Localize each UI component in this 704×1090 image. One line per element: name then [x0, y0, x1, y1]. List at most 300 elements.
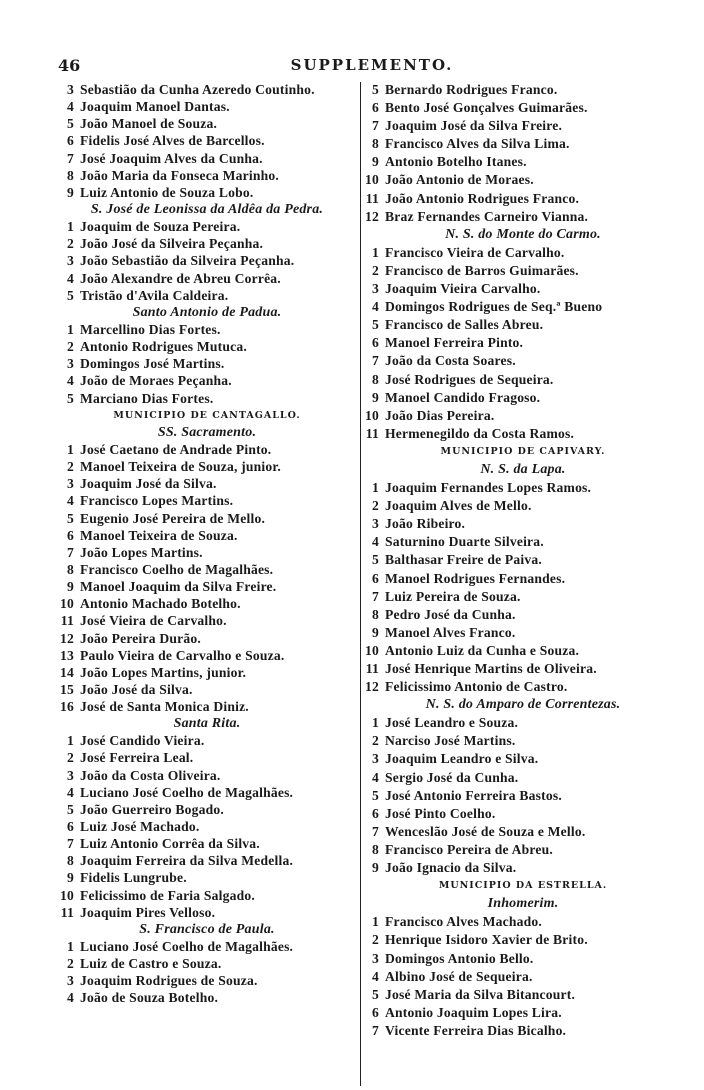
list-entry — [54, 818, 360, 835]
list-entry — [54, 510, 360, 527]
list-entry — [54, 475, 360, 492]
list-entry — [362, 135, 684, 153]
entry-name: Francisco Vieira de Carvalho. — [385, 244, 565, 260]
entry-number: 10 — [60, 887, 74, 903]
entry-number: 1 — [372, 715, 379, 731]
entry-name: João Sebastião da Silveira Peçanha. — [80, 253, 295, 269]
list-entry — [54, 612, 360, 629]
entry-number: 5 — [372, 317, 379, 333]
list-entry — [54, 561, 360, 578]
list-entry — [54, 698, 360, 715]
entry-number: 6 — [67, 819, 74, 835]
entry-number: 7 — [372, 823, 379, 839]
entry-number: 2 — [67, 236, 74, 252]
list-entry — [54, 749, 360, 766]
entry-name: João Antonio de Moraes. — [385, 172, 534, 188]
entry-name: Wenceslão José de Souza e Mello. — [385, 823, 586, 839]
entry-name: José Antonio Ferreira Bastos. — [385, 787, 562, 803]
entry-number: 8 — [372, 841, 379, 857]
entry-number: 2 — [67, 750, 74, 766]
entry-name: João da Costa Soares. — [385, 353, 516, 369]
list-entry — [362, 986, 684, 1004]
entry-name: Braz Fernandes Carneiro Vianna. — [385, 208, 589, 224]
list-entry — [362, 153, 684, 171]
list-entry — [362, 769, 684, 787]
page-title: SUPPLEMENTO. — [290, 56, 454, 74]
list-entry — [54, 184, 360, 201]
parish-heading: Santo Antonio de Padua. — [132, 304, 282, 320]
list-entry — [362, 805, 684, 823]
entry-number: 1 — [67, 733, 74, 749]
entry-number: 3 — [67, 973, 74, 989]
list-entry — [54, 150, 360, 167]
entry-name: Marciano Dias Fortes. — [80, 390, 214, 406]
entry-number: 3 — [67, 476, 74, 492]
entry-number: 8 — [372, 371, 379, 387]
entry-number: 11 — [365, 425, 379, 441]
list-entry — [54, 955, 360, 972]
entry-name: Antonio Rodrigues Mutuca. — [80, 339, 248, 355]
entry-number: 4 — [67, 270, 74, 286]
entry-number: 10 — [365, 172, 379, 188]
entry-number: 12 — [365, 679, 379, 695]
entry-number: 3 — [67, 767, 74, 783]
entry-number: 2 — [67, 339, 74, 355]
entry-number: 15 — [60, 681, 74, 697]
entry-number: 1 — [372, 480, 379, 496]
entry-number: 5 — [67, 390, 74, 406]
entry-number: 4 — [372, 534, 379, 550]
entry-name: Manoel Teixeira de Souza. — [80, 527, 238, 543]
entry-name: João de Souza Botelho. — [80, 990, 219, 1006]
list-entry — [362, 913, 684, 931]
entry-name: Antonio Botelho Itanes. — [385, 154, 527, 170]
list-entry — [54, 287, 360, 304]
entry-number: 6 — [67, 527, 74, 543]
entry-number: 7 — [372, 118, 379, 134]
entry-number: 2 — [67, 956, 74, 972]
entry-name: José Henrique Martins de Oliveira. — [385, 661, 597, 676]
entry-name: João Antonio Rodrigues Franco. — [385, 190, 580, 206]
entry-number: 3 — [67, 82, 74, 97]
list-entry — [362, 714, 684, 732]
entry-number: 11 — [365, 661, 379, 676]
entry-name: João Manoel de Souza. — [80, 116, 218, 132]
list-entry — [54, 321, 360, 338]
column-divider — [360, 82, 361, 1086]
parish-heading: N. S. da Lapa. — [480, 461, 566, 477]
entry-number: 2 — [372, 262, 379, 278]
list-entry — [362, 624, 684, 642]
entry-number: 11 — [60, 613, 74, 629]
entry-number: 5 — [67, 116, 74, 132]
list-entry — [362, 81, 684, 99]
list-entry — [362, 1022, 684, 1040]
page-number: 46 — [58, 56, 81, 75]
entry-number: 6 — [372, 570, 379, 586]
entry-number: 4 — [67, 493, 74, 509]
entry-number: 7 — [67, 544, 74, 560]
entry-number: 4 — [372, 769, 379, 785]
entry-number: 4 — [67, 99, 74, 115]
entry-name: Francisco de Barros Guimarães. — [385, 262, 579, 278]
list-entry — [54, 252, 360, 269]
list-entry — [362, 533, 684, 551]
entry-name: Paulo Vieira de Carvalho e Souza. — [80, 647, 285, 663]
entry-name: Sergio José da Cunha. — [385, 769, 519, 785]
list-entry — [362, 244, 684, 262]
list-entry — [54, 235, 360, 252]
entry-name: Domingos Rodrigues de Seq.ª Bueno — [385, 299, 603, 315]
list-entry — [54, 527, 360, 544]
list-entry — [362, 262, 684, 280]
list-entry — [54, 132, 360, 149]
entry-name: Vicente Ferreira Dias Bicalho. — [385, 1022, 567, 1038]
entry-number: 4 — [67, 990, 74, 1006]
entry-number: 10 — [365, 407, 379, 423]
entry-number: 1 — [67, 441, 74, 457]
entry-number: 3 — [67, 356, 74, 372]
list-entry — [54, 630, 360, 647]
entry-name: Joaquim Ferreira da Silva Medella. — [80, 853, 294, 869]
entry-number: 9 — [372, 389, 379, 405]
entry-name: Narciso José Martins. — [385, 733, 516, 749]
list-entry — [54, 767, 360, 784]
entry-name: Luiz José Machado. — [80, 819, 200, 835]
entry-number: 3 — [372, 751, 379, 767]
entry-number: 12 — [365, 208, 379, 224]
entry-number: 11 — [60, 904, 74, 920]
entry-name: Bernardo Rodrigues Franco. — [385, 82, 558, 97]
list-entry — [54, 492, 360, 509]
entry-number: 11 — [365, 190, 379, 206]
municipality-heading: MUNICIPIO DE CANTAGALLO. — [113, 409, 301, 421]
entry-name: Luciano José Coelho de Magalhães. — [80, 784, 294, 800]
entry-name: Francisco Pereira de Abreu. — [385, 841, 553, 857]
entry-number: 4 — [67, 784, 74, 800]
entry-name: Henrique Isidoro Xavier de Brito. — [385, 932, 588, 948]
list-entry — [362, 950, 684, 968]
list-entry — [54, 218, 360, 235]
list-entry — [54, 972, 360, 989]
entry-number: 5 — [67, 510, 74, 526]
entry-number: 2 — [372, 498, 379, 514]
list-entry — [54, 938, 360, 955]
entry-name: João José da Silveira Peçanha. — [80, 236, 264, 252]
list-entry — [54, 390, 360, 407]
entry-number: 9 — [67, 579, 74, 595]
entry-number: 6 — [67, 133, 74, 149]
list-entry — [362, 750, 684, 768]
entry-name: Antonio Machado Botelho. — [80, 596, 241, 612]
entry-name: Domingos José Martins. — [80, 356, 225, 372]
entry-name: Domingos Antonio Bello. — [385, 950, 534, 966]
list-entry — [362, 823, 684, 841]
entry-name: Hermenegildo da Costa Ramos. — [385, 425, 575, 441]
parish-heading: Santa Rita. — [173, 716, 241, 732]
entry-name: Joaquim Rodrigues de Souza. — [80, 973, 258, 989]
entry-name: João Maria da Fonseca Marinho. — [80, 167, 279, 183]
entry-number: 5 — [67, 801, 74, 817]
municipality-heading: MUNICIPIO DA ESTRELLA. — [438, 880, 608, 892]
list-entry — [362, 606, 684, 624]
entry-name: João Pereira Durão. — [80, 630, 201, 646]
entry-number: 7 — [372, 1022, 379, 1038]
entry-name: José Vieira de Carvalho. — [80, 613, 227, 629]
entry-name: José Rodrigues de Sequeira. — [385, 371, 554, 387]
entry-number: 2 — [67, 459, 74, 475]
entry-number: 2 — [372, 932, 379, 948]
entry-number: 6 — [372, 335, 379, 351]
entry-name: Francisco Lopes Martins. — [80, 493, 234, 509]
list-entry — [54, 801, 360, 818]
entry-number: 16 — [60, 699, 74, 715]
list-entry — [362, 515, 684, 533]
entry-number: 1 — [372, 914, 379, 930]
list-entry — [362, 352, 684, 370]
entry-name: Antonio Joaquim Lopes Lira. — [385, 1004, 562, 1020]
entry-name: Manoel Rodrigues Fernandes. — [385, 570, 566, 586]
list-entry — [362, 732, 684, 750]
entry-number: 9 — [372, 860, 379, 876]
entry-name: Luciano José Coelho de Magalhães. — [80, 939, 294, 955]
entry-name: João da Costa Oliveira. — [80, 767, 221, 783]
entry-name: Albino José de Sequeira. — [385, 968, 533, 984]
entry-number: 9 — [67, 870, 74, 886]
list-entry — [54, 115, 360, 132]
entry-number: 5 — [67, 287, 74, 303]
list-entry — [362, 787, 684, 805]
entry-name: Joaquim Vieira Carvalho. — [385, 281, 541, 297]
entry-name: José Maria da Silva Bitancourt. — [385, 986, 576, 1002]
entry-name: Tristão d'Avila Caldeira. — [80, 287, 229, 303]
list-entry — [54, 835, 360, 852]
list-entry — [362, 841, 684, 859]
entry-number: 8 — [67, 853, 74, 869]
entry-number: 7 — [372, 353, 379, 369]
list-entry — [362, 678, 684, 696]
entry-name: José Caetano de Andrade Pinto. — [80, 441, 272, 457]
list-entry — [362, 316, 684, 334]
list-entry — [54, 904, 360, 921]
entry-name: Manoel Teixeira de Souza, junior. — [80, 459, 281, 475]
entry-name: Francisco Alves da Silva Lima. — [385, 136, 570, 152]
list-entry — [362, 425, 684, 443]
list-entry — [54, 887, 360, 904]
entry-name: Pedro José da Cunha. — [385, 606, 516, 622]
list-entry — [362, 570, 684, 588]
list-entry — [54, 544, 360, 561]
entry-number: 5 — [372, 552, 379, 568]
list-entry — [362, 931, 684, 949]
entry-number: 3 — [372, 281, 379, 297]
entry-name: Francisco de Salles Abreu. — [385, 317, 544, 333]
list-entry — [362, 280, 684, 298]
entry-number: 7 — [67, 150, 74, 166]
entry-number: 4 — [67, 373, 74, 389]
parish-heading: S. Francisco de Paula. — [139, 921, 275, 937]
entry-name: João Alexandre de Abreu Corrêa. — [80, 270, 281, 286]
entry-name: Francisco Coelho de Magalhães. — [80, 561, 274, 577]
entry-number: 3 — [372, 516, 379, 532]
list-entry — [362, 859, 684, 877]
list-entry — [362, 497, 684, 515]
list-entry — [362, 190, 684, 208]
list-entry — [362, 642, 684, 660]
list-entry — [362, 208, 684, 226]
entry-name: Joaquim Alves de Mello. — [385, 498, 532, 514]
list-entry — [54, 372, 360, 389]
entry-number: 6 — [372, 805, 379, 821]
entry-name: Antonio Luiz da Cunha e Souza. — [385, 642, 580, 658]
list-entry — [362, 588, 684, 606]
entry-name: Joaquim Pires Velloso. — [80, 904, 216, 920]
entry-number: 10 — [60, 596, 74, 612]
list-entry — [54, 167, 360, 184]
entry-number: 4 — [372, 968, 379, 984]
entry-number: 8 — [67, 561, 74, 577]
entry-number: 8 — [372, 136, 379, 152]
entry-name: João José da Silva. — [80, 681, 193, 697]
list-entry — [54, 681, 360, 698]
entry-name: Bento José Gonçalves Guimarães. — [385, 100, 588, 116]
entry-name: João Lopes Martins, junior. — [80, 664, 247, 680]
list-entry — [54, 732, 360, 749]
entry-name: Joaquim José da Silva. — [80, 476, 217, 492]
list-entry — [54, 852, 360, 869]
entry-name: Manoel Alves Franco. — [385, 624, 516, 640]
entry-number: 13 — [60, 647, 74, 663]
entry-name: Joaquim Manoel Dantas. — [80, 99, 230, 115]
entry-name: Fidelis José Alves de Barcellos. — [80, 133, 265, 149]
entry-name: Balthasar Freire de Paiva. — [385, 552, 542, 568]
entry-name: Eugenio José Pereira de Mello. — [80, 510, 266, 526]
list-entry — [54, 98, 360, 115]
entry-number: 8 — [372, 606, 379, 622]
entry-name: José de Santa Monica Diniz. — [80, 699, 249, 715]
entry-number: 2 — [372, 733, 379, 749]
list-entry — [54, 441, 360, 458]
parish-heading: Inhomerim. — [487, 896, 559, 912]
entry-number: 9 — [372, 624, 379, 640]
list-entry — [54, 647, 360, 664]
right-column — [362, 81, 684, 1040]
list-entry — [362, 479, 684, 497]
parish-heading: N. S. do Monte do Carmo. — [445, 226, 601, 242]
list-entry — [362, 171, 684, 189]
entry-name: Francisco Alves Machado. — [385, 914, 542, 930]
list-entry — [362, 371, 684, 389]
entry-number: 6 — [372, 1004, 379, 1020]
list-entry — [54, 784, 360, 801]
entry-name: Manoel Joaquim da Silva Freire. — [80, 579, 277, 595]
entry-number: 12 — [60, 630, 74, 646]
list-entry — [362, 1004, 684, 1022]
list-entry — [362, 298, 684, 316]
entry-name: Joaquim Leandro e Silva. — [385, 751, 539, 767]
entry-name: José Candido Vieira. — [80, 733, 205, 749]
entry-name: Luiz Antonio Corrêa da Silva. — [80, 836, 260, 852]
entry-number: 1 — [67, 219, 74, 235]
entry-number: 10 — [365, 642, 379, 658]
entry-name: José Ferreira Leal. — [80, 750, 194, 766]
entry-name: Manoel Candido Fragoso. — [385, 389, 541, 405]
entry-number: 7 — [372, 588, 379, 604]
entry-number: 9 — [67, 184, 74, 200]
list-entry — [54, 595, 360, 612]
municipality-heading: MUNICIPIO DE CAPIVARY. — [440, 445, 606, 457]
entry-name: Luiz Pereira de Souza. — [385, 588, 521, 604]
list-entry — [362, 968, 684, 986]
list-entry — [362, 407, 684, 425]
entry-name: José Leandro e Souza. — [385, 715, 519, 731]
entry-number: 14 — [60, 664, 74, 680]
entry-number: 5 — [372, 986, 379, 1002]
entry-number: 5 — [372, 82, 379, 97]
list-entry — [54, 355, 360, 372]
parish-heading: S. José de Leonissa da Aldêa da Pedra. — [90, 201, 324, 217]
entry-number: 8 — [67, 167, 74, 183]
entry-number: 6 — [372, 100, 379, 116]
entry-name: João Ignacio da Silva. — [385, 860, 517, 876]
entry-number: 1 — [372, 244, 379, 260]
list-entry — [362, 99, 684, 117]
entry-name: Joaquim José da Silva Freire. — [385, 118, 563, 134]
entry-number: 5 — [372, 787, 379, 803]
entry-name: João Guerreiro Bogado. — [80, 801, 224, 817]
list-entry — [54, 989, 360, 1006]
entry-name: João Dias Pereira. — [385, 407, 495, 423]
list-entry — [362, 389, 684, 407]
entry-name: José Pinto Coelho. — [385, 805, 496, 821]
list-entry — [54, 458, 360, 475]
entry-name: Joaquim Fernandes Lopes Ramos. — [385, 480, 592, 496]
list-entry — [54, 869, 360, 886]
entry-number: 9 — [372, 154, 379, 170]
entry-name: João de Moraes Peçanha. — [80, 373, 232, 389]
list-entry — [362, 334, 684, 352]
list-entry — [362, 551, 684, 569]
entry-number: 1 — [67, 939, 74, 955]
parish-heading: N. S. do Amparo de Correntezas. — [425, 697, 621, 713]
list-entry — [362, 117, 684, 135]
entry-name: Luiz de Castro e Souza. — [80, 956, 222, 972]
list-entry — [362, 660, 684, 678]
entry-name: Joaquim de Souza Pereira. — [80, 219, 241, 235]
entry-number: 1 — [67, 321, 74, 337]
entry-name: Saturnino Duarte Silveira. — [385, 534, 544, 550]
entry-name: Fidelis Lungrube. — [80, 870, 187, 886]
entry-name: Manoel Ferreira Pinto. — [385, 335, 524, 351]
entry-number: 4 — [372, 299, 379, 315]
entry-number: 7 — [67, 836, 74, 852]
left-column — [54, 81, 360, 1007]
entry-name: Felicissimo de Faria Salgado. — [80, 887, 255, 903]
page-header — [0, 56, 704, 78]
entry-name: Felicissimo Antonio de Castro. — [385, 679, 568, 695]
entry-name: João Ribeiro. — [385, 516, 466, 532]
entry-number: 3 — [372, 950, 379, 966]
list-entry — [54, 81, 360, 98]
list-entry — [54, 664, 360, 681]
entry-name: Luiz Antonio de Souza Lobo. — [80, 184, 254, 200]
entry-name: José Joaquim Alves da Cunha. — [80, 150, 263, 166]
parish-heading: SS. Sacramento. — [157, 424, 257, 440]
entry-name: João Lopes Martins. — [80, 544, 203, 560]
list-entry — [54, 578, 360, 595]
entry-number: 3 — [67, 253, 74, 269]
entry-name: Sebastião da Cunha Azeredo Coutinho. — [80, 82, 315, 97]
